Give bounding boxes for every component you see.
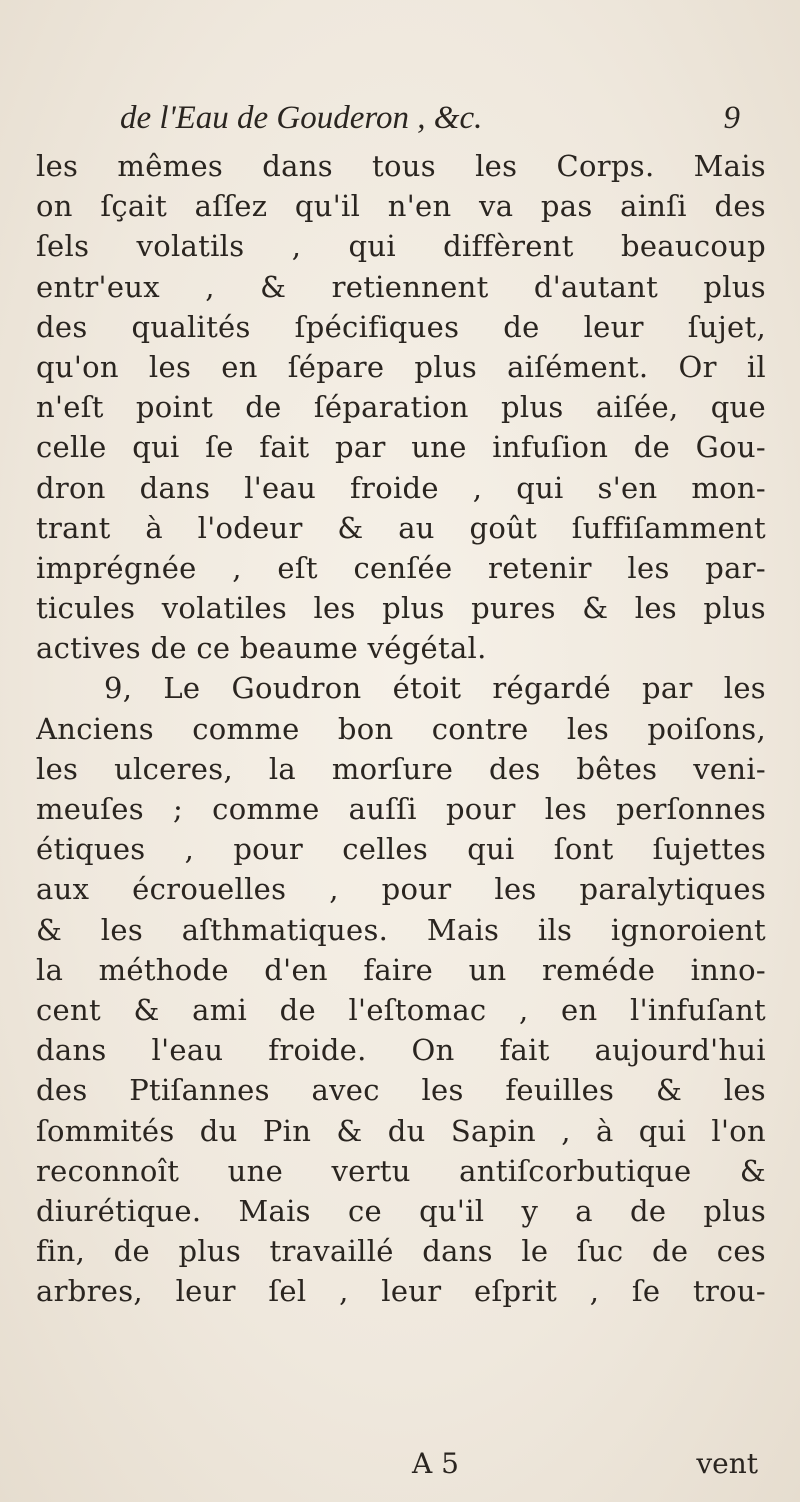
text-line: Anciens comme bon contre les poiſons, xyxy=(36,711,766,746)
text-line: celle qui ſe fait par une infuſion de Gou- xyxy=(36,430,766,465)
text-line: ſels volatils , qui diffèrent beaucoup xyxy=(36,229,766,264)
text-line-paragraph-start: 9, Le Goudron étoit régardé par les xyxy=(104,671,766,706)
text-line: arbres, leur ſel , leur eſprit , ſe trou- xyxy=(36,1274,766,1309)
running-head-title: de l'Eau de Gouderon , &c. xyxy=(120,100,483,136)
signature-mark: A 5 xyxy=(412,1447,459,1480)
text-line: qu'on les en ſépare plus aiſément. Or il xyxy=(36,349,766,384)
text-line: aux écrouelles , pour les paralytiques xyxy=(36,872,766,907)
text-line: dans l'eau froide. On fait aujourd'hui xyxy=(36,1033,766,1068)
text-line: des qualités ſpécifiques de leur ſujet, xyxy=(36,309,766,344)
page-footer xyxy=(36,1444,766,1484)
text-line: fin, de plus travaillé dans le ſuc de ces xyxy=(36,1234,766,1269)
text-line: trant à l'odeur & au goût ſuffiſamment xyxy=(36,510,766,545)
running-head xyxy=(120,96,740,140)
text-line: dron dans l'eau froide , qui s'en mon- xyxy=(36,470,766,505)
text-line: imprégnée , eſt cenſée retenir les par- xyxy=(36,550,766,585)
text-line: les ulceres, la morſure des bêtes veni- xyxy=(36,751,766,786)
text-line: ticules volatiles les plus pures & les plus xyxy=(36,591,766,626)
text-line: des Ptiſannes avec les feuilles & les xyxy=(36,1073,766,1108)
text-line: étiques , pour celles qui ſont ſujettes xyxy=(36,832,766,867)
text-line: la méthode d'en faire un reméde inno- xyxy=(36,952,766,987)
page-number: 9 xyxy=(723,100,740,136)
text-line: diurétique. Mais ce qu'il y a de plus xyxy=(36,1193,766,1228)
body-text xyxy=(36,146,766,1311)
text-line: on ſçait aſſez qu'il n'en va pas ainſi des xyxy=(36,189,766,224)
text-line: & les aſthmatiques. Mais ils ignoroient xyxy=(36,912,766,947)
text-line: entr'eux , & retiennent d'autant plus xyxy=(36,269,766,304)
text-line: les mêmes dans tous les Corps. Mais xyxy=(36,149,766,183)
text-line-paragraph-end: actives de ce beaume végétal. xyxy=(36,631,487,666)
text-line: n'eſt point de ſéparation plus aiſée, que xyxy=(36,390,766,425)
text-line: ſommités du Pin & du Sapin , à qui l'on xyxy=(36,1113,766,1148)
catchword: vent xyxy=(696,1447,758,1480)
text-line: cent & ami de l'eſtomac , en l'infuſant xyxy=(36,992,766,1027)
text-line: reconnoît une vertu antiſcorbutique & xyxy=(36,1153,766,1188)
text-line: meuſes ; comme auſſi pour les perſonnes xyxy=(36,792,766,826)
